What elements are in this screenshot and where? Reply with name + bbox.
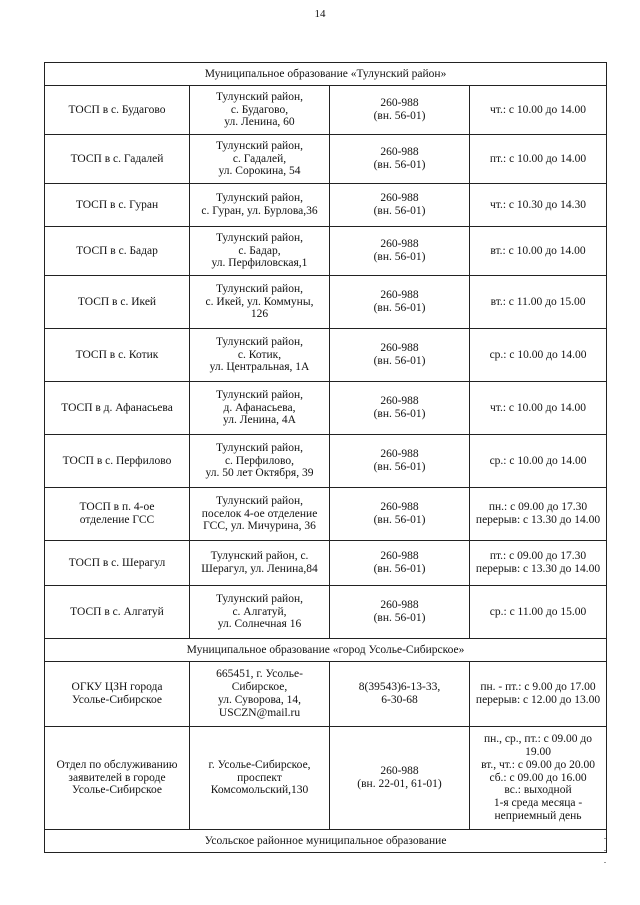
office-name-cell: ТОСП в с. Алгатуй [45, 586, 190, 639]
office-schedule-cell: пн.: с 09.00 до 17.30 перерыв: с 13.30 до 14.00 [470, 488, 607, 541]
office-phone-cell: 8(39543)6-13-33, 6-30-68 [330, 662, 470, 727]
office-address-cell: Тулунский район, с. Перфилово, ул. 50 лет Октября, 39 [190, 435, 330, 488]
section-title: Муниципальное образование «город Усолье-Сибирское» [45, 639, 607, 662]
office-schedule-cell: чт.: с 10.30 до 14.30 [470, 184, 607, 227]
office-address-cell: Тулунский район, с. Икей, ул. Коммуны, 126 [190, 276, 330, 329]
edge-mark [604, 838, 606, 839]
office-name-cell: ТОСП в с. Икей [45, 276, 190, 329]
office-schedule-cell: пн. - пт.: с 9.00 до 17.00 перерыв: с 12.00 до 13.00 [470, 662, 607, 727]
office-schedule-cell: ср.: с 10.00 до 14.00 [470, 329, 607, 382]
office-address-cell: Тулунский район, с. Шерагул, ул. Ленина,84 [190, 541, 330, 586]
office-name-cell: ТОСП в с. Будагово [45, 86, 190, 135]
office-schedule-cell: вт.: с 11.00 до 15.00 [470, 276, 607, 329]
office-phone-cell: 260-988 (вн. 56-01) [330, 435, 470, 488]
office-address-cell: Тулунский район, д. Афанасьева, ул. Ленина, 4А [190, 382, 330, 435]
office-name-cell: ТОСП в с. Котик [45, 329, 190, 382]
table-row [45, 727, 607, 830]
office-phone-cell: 260-988 (вн. 56-01) [330, 227, 470, 276]
section-header-row [45, 830, 607, 853]
office-phone-cell: 260-988 (вн. 56-01) [330, 382, 470, 435]
section-title: Усольское районное муниципальное образование [45, 830, 607, 853]
table-row [45, 541, 607, 586]
office-schedule-cell: пт.: с 09.00 до 17.30 перерыв: с 13.30 до 14.00 [470, 541, 607, 586]
office-name-cell: ТОСП в п. 4-ое отделение ГСС [45, 488, 190, 541]
section-header-row [45, 639, 607, 662]
office-schedule-cell: вт.: с 10.00 до 14.00 [470, 227, 607, 276]
office-name-cell: ТОСП в д. Афанасьева [45, 382, 190, 435]
office-schedule-cell: пн., ср., пт.: с 09.00 до 19.00 вт., чт.: с 09.00 до 20.00 сб.: с 09.00 до 16.00 вс.: выходной 1-я среда месяца - неприемный день [470, 727, 607, 830]
office-phone-cell: 260-988 (вн. 56-01) [330, 329, 470, 382]
page-number: 14 [314, 8, 326, 20]
office-schedule-cell: ср.: с 11.00 до 15.00 [470, 586, 607, 639]
office-phone-cell: 260-988 (вн. 56-01) [330, 488, 470, 541]
office-name-cell: ТОСП в с. Шерагул [45, 541, 190, 586]
office-name-cell: Отдел по обслуживанию заявителей в городе Усолье-Сибирское [45, 727, 190, 830]
office-phone-cell: 260-988 (вн. 22-01, 61-01) [330, 727, 470, 830]
table-row [45, 662, 607, 727]
table-row [45, 86, 607, 135]
section-title: Муниципальное образование «Тулунский район» [45, 63, 607, 86]
office-name-cell: ТОСП в с. Перфилово [45, 435, 190, 488]
office-phone-cell: 260-988 (вн. 56-01) [330, 135, 470, 184]
table-row [45, 435, 607, 488]
office-address-cell: Тулунский район, с. Бадар, ул. Перфиловская,1 [190, 227, 330, 276]
office-address-cell: 665451, г. Усолье- Сибирское, ул. Суворова, 14, USCZN@mail.ru [190, 662, 330, 727]
office-name-cell: ТОСП в с. Гадалей [45, 135, 190, 184]
edge-mark [604, 862, 606, 863]
edge-mark [604, 850, 606, 851]
office-name-cell: ТОСП в с. Бадар [45, 227, 190, 276]
office-address-cell: Тулунский район, с. Котик, ул. Центральная, 1А [190, 329, 330, 382]
table-row [45, 276, 607, 329]
table-row [45, 184, 607, 227]
table-row [45, 227, 607, 276]
office-phone-cell: 260-988 (вн. 56-01) [330, 184, 470, 227]
office-address-cell: Тулунский район, с. Будагово, ул. Ленина, 60 [190, 86, 330, 135]
office-phone-cell: 260-988 (вн. 56-01) [330, 86, 470, 135]
office-address-cell: Тулунский район, с. Алгатуй, ул. Солнечная 16 [190, 586, 330, 639]
table-row [45, 135, 607, 184]
office-address-cell: Тулунский район, с. Гуран, ул. Бурлова,36 [190, 184, 330, 227]
offices-table [44, 62, 607, 853]
office-address-cell: Тулунский район, поселок 4-ое отделение ГСС, ул. Мичурина, 36 [190, 488, 330, 541]
office-phone-cell: 260-988 (вн. 56-01) [330, 276, 470, 329]
office-schedule-cell: чт.: с 10.00 до 14.00 [470, 382, 607, 435]
office-address-cell: г. Усолье-Сибирское, проспект Комсомольский,130 [190, 727, 330, 830]
office-phone-cell: 260-988 (вн. 56-01) [330, 586, 470, 639]
table-row [45, 586, 607, 639]
office-schedule-cell: пт.: с 10.00 до 14.00 [470, 135, 607, 184]
office-schedule-cell: чт.: с 10.00 до 14.00 [470, 86, 607, 135]
office-address-cell: Тулунский район, с. Гадалей, ул. Сорокина, 54 [190, 135, 330, 184]
table-row [45, 382, 607, 435]
office-name-cell: ТОСП в с. Гуран [45, 184, 190, 227]
office-phone-cell: 260-988 (вн. 56-01) [330, 541, 470, 586]
table-row [45, 329, 607, 382]
table-row [45, 488, 607, 541]
office-schedule-cell: ср.: с 10.00 до 14.00 [470, 435, 607, 488]
section-header-row [45, 63, 607, 86]
office-name-cell: ОГКУ ЦЗН города Усолье-Сибирское [45, 662, 190, 727]
